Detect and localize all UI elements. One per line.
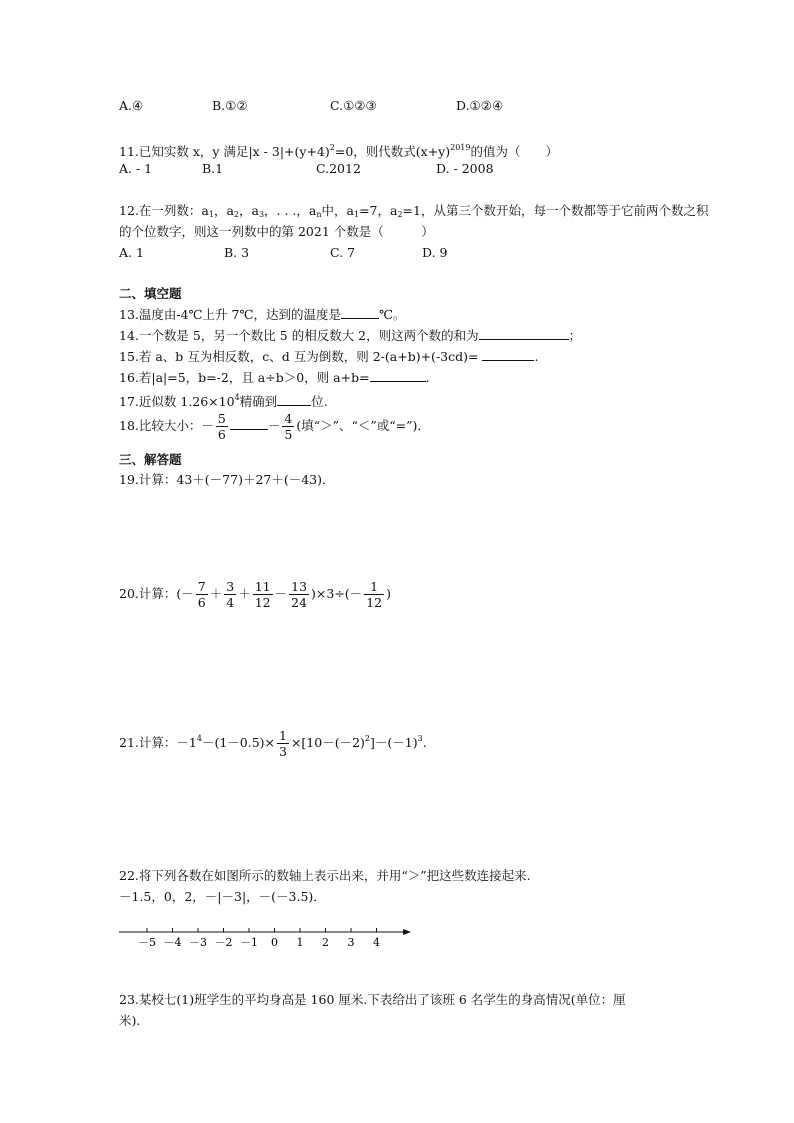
q23-question-line1: 23.某校七(1)班学生的平均身高是 160 厘米.下表给出了该班 6 名学生的身高情况(单位：厘 [119, 992, 626, 1007]
q12-option-a: A. 1 [119, 245, 144, 260]
q11-option-a: A. - 1 [119, 161, 153, 176]
number-line-tick-label: －5 [138, 936, 156, 949]
q16-question: 16.若|a|=5，b=-2，且 a÷b＞0，则 a+b= . [119, 370, 430, 385]
q20-fraction-3: $\frac{11}{12}$ [254, 579, 271, 610]
q12-question-line1: 12.在一列数：$a_1$，$a_2$，$a_3$，. . .，$a_n$中，$a_1=7$，$a_2=1$，从第三个数开始，每一个数都等于它前两个数之积 [119, 203, 709, 219]
q20-question: 20.计算：(－ $\frac{7}{6}$ ＋ $\frac{3}{4}$ ＋ $\frac{11}{12}$ － $\frac{13}{24}$ )×3÷(－ $\frac{1}{12}$ ) [119, 579, 391, 610]
q10-option-d: D.①②④ [456, 98, 504, 113]
q18-question: 18.比较大小：－ $\frac{5}{6}$ － $\frac{4}{5}$ (填“＞”、“＜”或“=”)． [119, 411, 430, 442]
number-line-tick-label: －2 [214, 936, 233, 949]
q21-question: 21.计算：$-1^4-(1-0.5)\times$ $\frac{1}{3}$ $\times[10-(-2)^2]-(-1)^3$. [119, 728, 427, 759]
q14-answer-blank[interactable] [479, 327, 569, 340]
q12-question-line2: 的个位数字，则这一列数中的第 2021 个数是（ ） [119, 224, 434, 239]
number-line-tick-label: 4 [373, 936, 380, 949]
number-line [119, 922, 419, 952]
q22-numbers: －1.5，0，2，－|－3|，－(－3.5)． [119, 889, 326, 904]
q23-question-line2: 米). [119, 1013, 141, 1028]
q18-fraction-1: $\frac{5}{6}$ [217, 411, 226, 442]
q13-question: 13.温度由-4℃上升 7℃，达到的温度是 ℃。 [119, 307, 406, 322]
q10-option-b: B.①② [212, 98, 248, 113]
number-line-tick-label: 0 [271, 936, 278, 949]
q18-fraction-2: $\frac{4}{5}$ [284, 411, 293, 442]
q20-fraction-4: $\frac{13}{24}$ [291, 579, 308, 610]
number-line-tick-label: －4 [163, 936, 182, 949]
q12-option-b: B. 3 [224, 245, 250, 260]
q11-option-d: D. - 2008 [436, 161, 494, 176]
number-line-tick-label: 1 [296, 936, 304, 949]
q15-question: 15.若 a、b 互为相反数，c、d 互为倒数，则 2-(a+b)+(-3cd)= . [119, 349, 539, 364]
q17-answer-blank[interactable] [277, 393, 311, 406]
q10-option-c: C.①②③ [330, 98, 377, 113]
q13-answer-blank[interactable] [341, 306, 379, 319]
q18-answer-blank[interactable] [230, 417, 268, 430]
q12-option-d: D. 9 [422, 245, 448, 260]
q16-answer-blank[interactable] [370, 369, 426, 382]
section-fill-in-heading: 二、填空题 [119, 286, 182, 301]
number-line-tick-label: －1 [240, 936, 258, 949]
q22-question-line1: 22.将下列各数在如图所示的数轴上表示出来，并用“＞”把这些数连接起来. [119, 868, 531, 883]
section-solve-heading: 三、解答题 [119, 452, 182, 467]
number-line-arrow [403, 929, 411, 935]
q19-question: 19.计算：43＋(－77)＋27＋(－43)． [119, 472, 335, 487]
number-line-ticks [138, 928, 380, 949]
q11-option-b: B.1 [202, 161, 224, 176]
q12-option-c: C. 7 [330, 245, 356, 260]
q21-fraction: $\frac{1}{3}$ [279, 728, 287, 759]
q11-option-c: C.2012 [316, 161, 361, 176]
number-line-tick-label: 2 [322, 936, 329, 949]
q20-fraction-1: $\frac{7}{6}$ [197, 579, 206, 610]
q17-question: 17.近似数 $1.26\times 10^4$精确到 位. [119, 393, 328, 409]
q20-fraction-5: $\frac{1}{12}$ [366, 579, 383, 610]
number-line-tick-label: －3 [189, 936, 207, 949]
q20-fraction-2: $\frac{3}{4}$ [226, 579, 235, 610]
q15-answer-blank[interactable] [482, 348, 534, 361]
q10-option-a: A.④ [119, 98, 144, 113]
q14-question: 14.一个数是 5，另一个数比 5 的相反数大 2，则这两个数的和为 ； [119, 328, 582, 343]
q11-question: 11.已知实数 x，y 满足$|x - 3|+(y+4)^2=0$，则代数式$(x+y)^{2019}$的值为（ ） [119, 143, 558, 159]
number-line-tick-label: 3 [347, 936, 355, 949]
